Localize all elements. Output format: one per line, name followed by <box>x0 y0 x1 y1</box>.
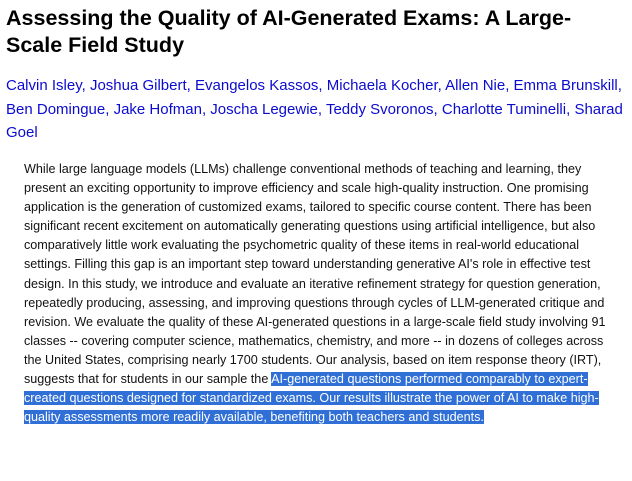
paper-title: Assessing the Quality of AI-Generated Exams: A Large-Scale Field Study <box>6 6 572 57</box>
author-separator: , <box>617 77 622 94</box>
author-link[interactable]: Ben Domingue <box>6 100 106 118</box>
abstract-body: While large language models (LLMs) challenge conventional methods of teaching and learning, they present an exciting opportunity to improve efficiency and scale high-quality instruction. One promising application is the generation of customized exams, tailored to specific course content. There has been significant recent excitement on automatically generating questions using artificial intelligence, but also comparatively little work evaluating the psychometric quality of these items in real-world educational settings. Filling this gap is an important step toward understanding generative AI's role in effective test design. In this study, we introduce and evaluate an iterative refinement strategy for question generation, repeatedly producing, assessing, and improving questions through cycles of LLM-generated critique and revision. We evaluate the quality of these AI-generated questions in a large-scale field study involving 91 classes -- covering computer science, mathematics, chemistry, and more -- in dozens of colleges across the United States, comprising nearly 1700 students. Our analysis, based on item response theory (IRT), suggests that for students in our sample the <box>24 162 606 387</box>
author-link[interactable]: Charlotte Tuminelli <box>441 100 567 118</box>
author-link[interactable]: Jake Hofman <box>113 100 202 118</box>
author-separator: , <box>505 77 514 94</box>
author-link[interactable]: Calvin Isley <box>6 77 82 94</box>
author-separator: , <box>433 100 442 118</box>
author-separator: , <box>318 77 327 94</box>
author-link[interactable]: Joscha Legewie <box>210 100 318 118</box>
author-link[interactable]: Emma Brunskill <box>513 77 618 94</box>
author-separator: , <box>437 77 446 94</box>
author-separator: , <box>81 77 90 94</box>
author-link[interactable]: Teddy Svoronos <box>325 100 434 118</box>
author-separator: , <box>105 100 114 118</box>
author-link[interactable]: Allen Nie <box>445 77 506 94</box>
abstract-text[interactable] <box>24 160 624 427</box>
author-separator: , <box>566 100 575 118</box>
highlighted-selection[interactable]: AI-generated questions performed comparably to expert-created questions designed for standardized exams. Our results illustrate the power of AI to make high-quality assessments more readily available, benefiting both teachers and students. <box>24 372 599 425</box>
author-link[interactable]: Michaela Kocher <box>326 77 438 94</box>
author-separator: , <box>201 100 211 118</box>
author-list <box>6 74 626 145</box>
author-separator: , <box>317 100 326 118</box>
author-link[interactable]: Sharad Goel <box>6 100 623 141</box>
author-link[interactable]: Evangelos Kassos <box>195 77 319 94</box>
author-separator: , <box>186 77 195 94</box>
author-link[interactable]: Joshua Gilbert <box>89 77 187 94</box>
